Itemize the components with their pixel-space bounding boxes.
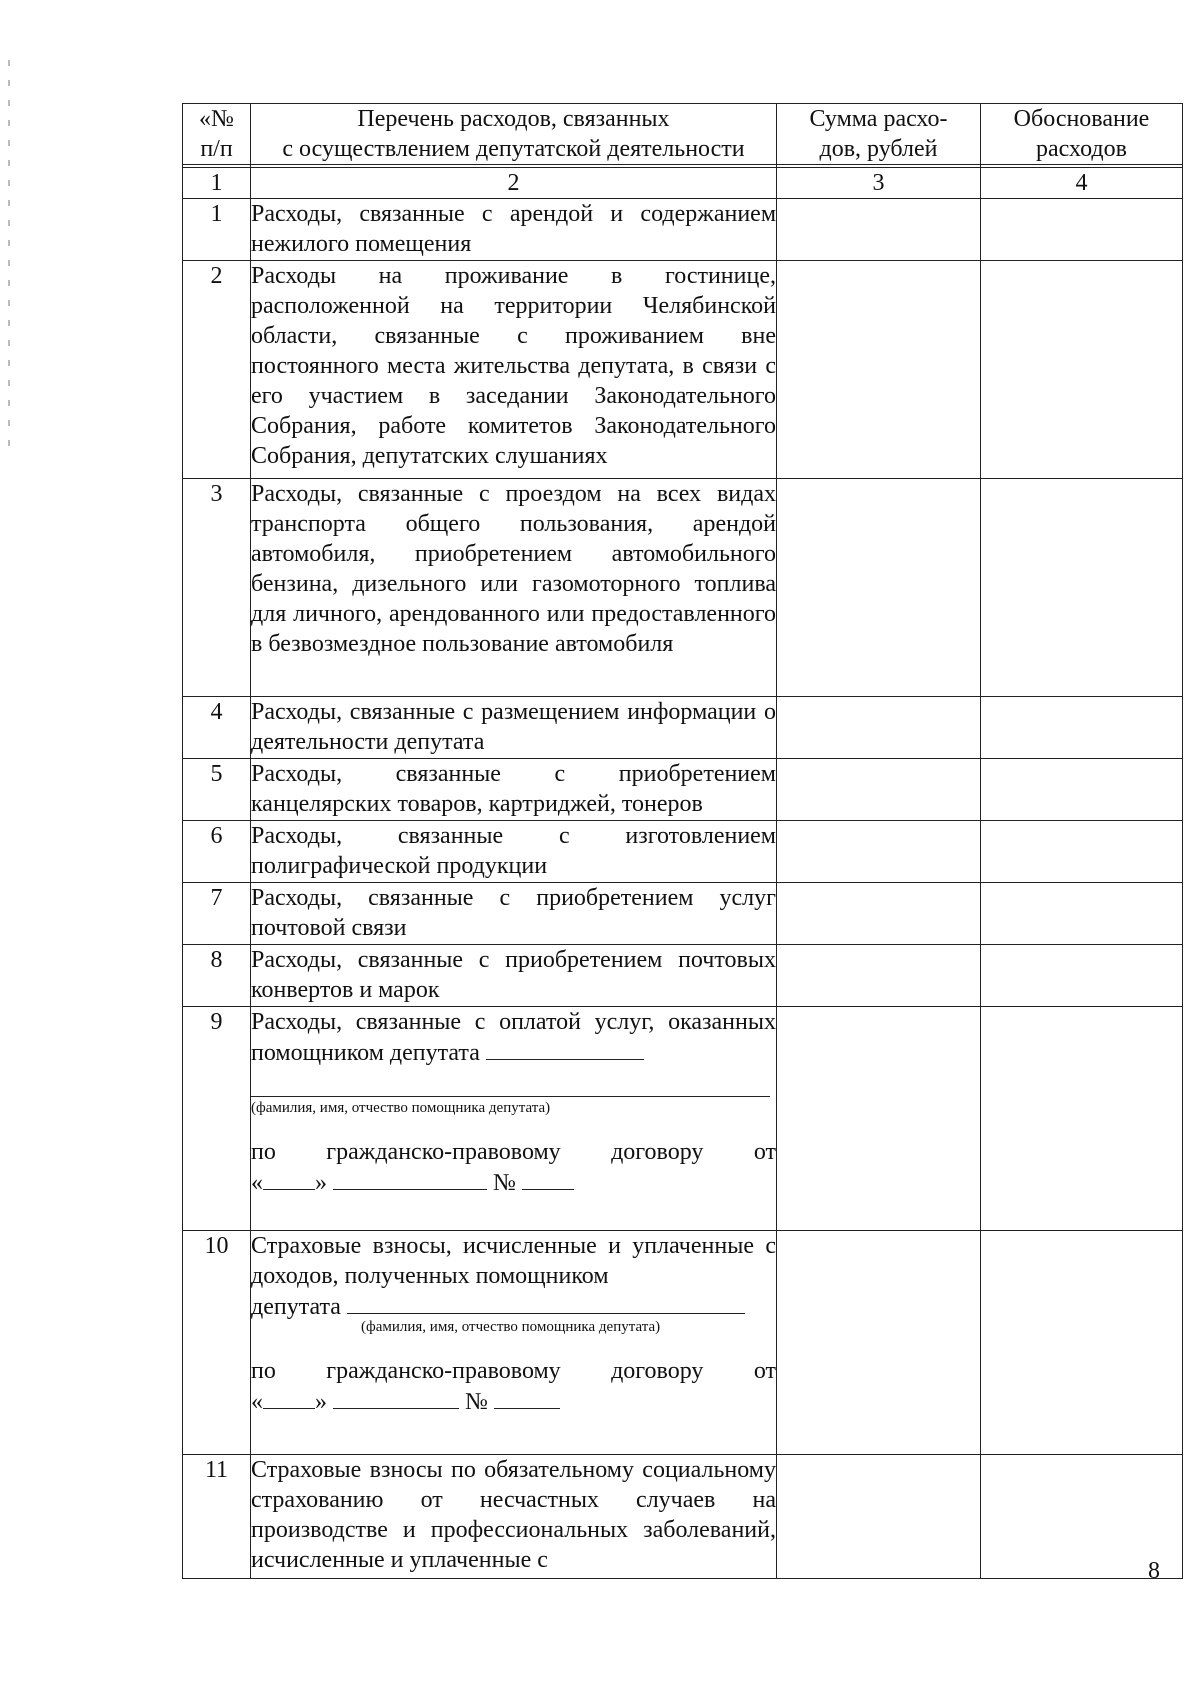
- justification-cell: [981, 1007, 1183, 1231]
- field-caption: (фамилия, имя, отчество помощника депутата): [361, 1319, 661, 1335]
- column-number: 2: [251, 168, 777, 199]
- expense-description: Расходы, связанные с размещением информации о деятельности депутата: [251, 697, 777, 759]
- header-expense-list: Перечень расходов, связанных с осуществлением депутатской деятельности: [251, 104, 777, 165]
- contract-number-blank: [494, 1386, 560, 1409]
- day-blank: [263, 1386, 315, 1409]
- day-blank: [263, 1167, 315, 1190]
- contract-line: по гражданско-правовому договору от: [251, 1358, 776, 1384]
- header-justification: Обоснование расходов: [981, 104, 1183, 165]
- table-row: [183, 479, 1183, 697]
- header-number: «№ п/п: [183, 104, 251, 165]
- table-row: [183, 759, 1183, 821]
- amount-cell: [777, 199, 981, 261]
- amount-cell: [777, 697, 981, 759]
- expense-text: Расходы, связанные с оплатой услуг, оказанных помощником депутата: [251, 1009, 776, 1066]
- expense-description: Расходы на проживание в гостинице, расположенной на территории Челябинской области, связанные с проживанием вне постоянного места жительства депутата, в связи с его участием в заседании Законодательного Собрания, работе комитетов Законодательного Собрания, депутатских слушаниях: [251, 261, 777, 479]
- table-row: [183, 697, 1183, 759]
- scan-edge-marks: [8, 60, 14, 560]
- row-number: 11: [183, 1455, 251, 1579]
- row-number: 1: [183, 199, 251, 261]
- row-number: 4: [183, 697, 251, 759]
- amount-cell: [777, 883, 981, 945]
- assistant-name-blank: [347, 1291, 745, 1314]
- table-row: [183, 1007, 1183, 1231]
- contract-date-line: « » №: [251, 1386, 776, 1417]
- month-year-blank: [333, 1386, 459, 1409]
- row-number: 5: [183, 759, 251, 821]
- assistant-name-line: [251, 1068, 770, 1097]
- expenses-table: [182, 103, 1183, 1579]
- amount-cell: [777, 1231, 981, 1455]
- column-number: 4: [981, 168, 1183, 199]
- contract-line: по гражданско-правовому договору от: [251, 1139, 776, 1165]
- expense-description: Расходы, связанные с приобретением канцелярских товаров, картриджей, тонеров: [251, 759, 777, 821]
- column-number: 1: [183, 168, 251, 199]
- table-row: [183, 261, 1183, 479]
- contract-number-blank: [522, 1167, 574, 1190]
- expense-description: Страховые взносы, исчисленные и уплаченные с доходов, полученных помощником депутата (фамилия, имя, отчество помощника депутата) по гражданско-правовому договору от « » №: [251, 1231, 777, 1455]
- justification-cell: [981, 199, 1183, 261]
- contract-date-line: « » №: [251, 1167, 776, 1198]
- expense-description: Расходы, связанные с приобретением услуг почтовой связи: [251, 883, 777, 945]
- amount-cell: [777, 945, 981, 1007]
- justification-cell: [981, 479, 1183, 697]
- month-year-blank: [333, 1167, 487, 1190]
- justification-cell: [981, 821, 1183, 883]
- row-number: 6: [183, 821, 251, 883]
- justification-cell: [981, 261, 1183, 479]
- amount-cell: [777, 1007, 981, 1231]
- row-number: 2: [183, 261, 251, 479]
- table-row: [183, 883, 1183, 945]
- assistant-name-blank: [486, 1037, 644, 1060]
- expense-description: Расходы, связанные с изготовлением полиграфической продукции: [251, 821, 777, 883]
- amount-cell: [777, 759, 981, 821]
- page-number: 8: [1148, 1558, 1160, 1584]
- table-row: [183, 199, 1183, 261]
- justification-cell: [981, 697, 1183, 759]
- expense-description: Расходы, связанные с арендой и содержанием нежилого помещения: [251, 199, 777, 261]
- expense-description: Расходы, связанные с проездом на всех видах транспорта общего пользования, арендой автомобиля, приобретением автомобильного бензина, дизельного или газомоторного топлива для личного, арендованного или предоставленного в безвозмездное пользование автомобиля: [251, 479, 777, 697]
- table-row: [183, 1455, 1183, 1579]
- row-number: 10: [183, 1231, 251, 1455]
- table-row: [183, 945, 1183, 1007]
- column-numbers-row: [183, 168, 1183, 199]
- row-number: 3: [183, 479, 251, 697]
- expense-description: Расходы, связанные с приобретением почтовых конвертов и марок: [251, 945, 777, 1007]
- amount-cell: [777, 1455, 981, 1579]
- row-number: 9: [183, 1007, 251, 1231]
- expense-description: Страховые взносы по обязательному социальному страхованию от несчастных случаев на производстве и профессиональных заболеваний, исчисленные и уплаченные с: [251, 1455, 777, 1579]
- field-caption: (фамилия, имя, отчество помощника депутата): [251, 1100, 551, 1116]
- column-number: 3: [777, 168, 981, 199]
- table-header-row: [183, 104, 1183, 165]
- header-amount: Сумма расхо- дов, рублей: [777, 104, 981, 165]
- justification-cell: [981, 1231, 1183, 1455]
- row-number: 8: [183, 945, 251, 1007]
- amount-cell: [777, 261, 981, 479]
- amount-cell: [777, 821, 981, 883]
- expense-description: [251, 1007, 777, 1231]
- amount-cell: [777, 479, 981, 697]
- table-row: [183, 821, 1183, 883]
- justification-cell: [981, 945, 1183, 1007]
- expense-text: Страховые взносы, исчисленные и уплаченные с доходов, полученных помощником: [251, 1233, 776, 1289]
- justification-cell: [981, 883, 1183, 945]
- justification-cell: [981, 759, 1183, 821]
- table-row: [183, 1231, 1183, 1455]
- row-number: 7: [183, 883, 251, 945]
